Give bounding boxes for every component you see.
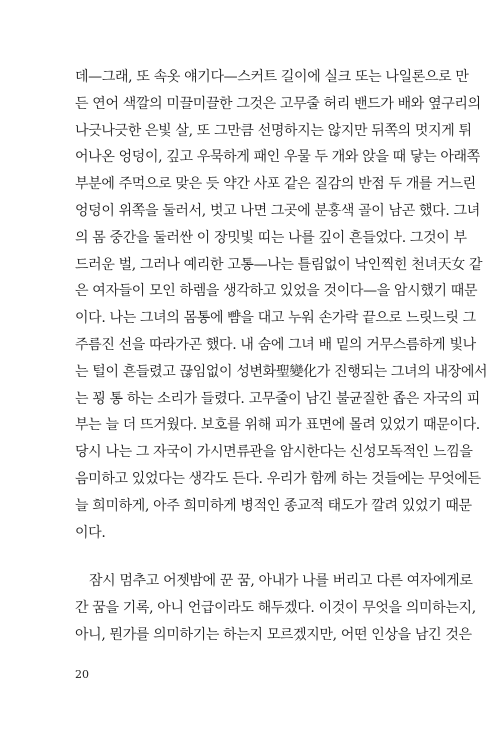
text-line: 음미하고 있었다는 생각도 든다. 우리가 함께 하는 것들에는 무엇에든: [75, 470, 481, 487]
text-line: 간 꿈을 기록, 아니 언급이라도 해두겠다. 이것이 무엇을 의미하는지,: [75, 599, 476, 616]
text-line: 잠시 멈추고 어젯밤에 꾼 꿈, 아내가 나를 버리고 다른 여자에게로: [89, 573, 473, 589]
page-number: 20: [75, 668, 89, 681]
text-line: 의 몸 중간을 둘러싼 이 장밋빛 띠는 나를 깊이 흔들었다. 그것이 부: [75, 229, 467, 246]
text-line: 는 털이 흔들렸고 끊임없이 성변화聖變化가 진행되는 그녀의 내장에서: [75, 363, 488, 380]
text-line: 어나온 엉덩이, 깊고 우묵하게 패인 우물 두 개와 앉을 때 닿는 아래쪽: [75, 149, 480, 166]
text-line: 당시 나는 그 자국이 가시면류관을 암시한다는 신성모독적인 느낌을: [75, 444, 473, 461]
text-line: 나긋나긋한 은빛 살, 또 그만큼 선명하지는 않지만 뒤쪽의 멋지게 튀: [75, 122, 472, 139]
text-line: 드러운 벌, 그러나 예리한 고통—나는 틀림없이 낙인찍힌 천녀天女 같: [75, 256, 483, 273]
text-line: 늘 희미하게, 아주 희미하게 병적인 종교적 태도가 깔려 있었기 때문: [75, 497, 472, 514]
text-line: 부분에 주먹으로 맞은 듯 약간 사포 같은 질감의 반점 두 개를 거느린: [75, 176, 476, 193]
paragraph-1: [75, 64, 488, 546]
paragraph-2: [75, 568, 476, 648]
text-line: 아니, 뭔가를 의미하기는 하는지 모르겠지만, 어떤 인상을 남긴 것은: [75, 626, 472, 643]
text-line: 은 여자들이 모인 하렘을 생각하고 있었을 것이다—을 암시했기 때문: [75, 283, 478, 300]
text-line: 든 연어 색깔의 미끌미끌한 그것은 고무줄 허리 밴드가 배와 옆구리의: [75, 95, 481, 112]
text-line: 엉덩이 위쪽을 둘러서, 벗고 나면 그곳에 분홍색 골이 남곤 했다. 그녀: [75, 202, 480, 219]
text-line: 부는 늘 더 뜨거웠다. 보호를 위해 피가 표면에 몰려 있었기 때문이다.: [75, 417, 480, 434]
text-line: 는 꾕 통 하는 소리가 들렸다. 고무줄이 남긴 불균질한 좁은 자국의 피: [75, 390, 480, 407]
text-line: 주름진 선을 따라가곤 했다. 내 숨에 그녀 배 밑의 거무스름하게 빛나: [75, 336, 476, 353]
text-line: 데—그래, 또 속옷 얘기다—스커트 길이에 실크 또는 나일론으로 만: [75, 69, 469, 85]
text-line: 이다. 나는 그녀의 몸통에 뺨을 대고 누워 손가락 끝으로 느릿느릿 그: [75, 310, 476, 327]
text-line: 이다.: [75, 524, 106, 541]
